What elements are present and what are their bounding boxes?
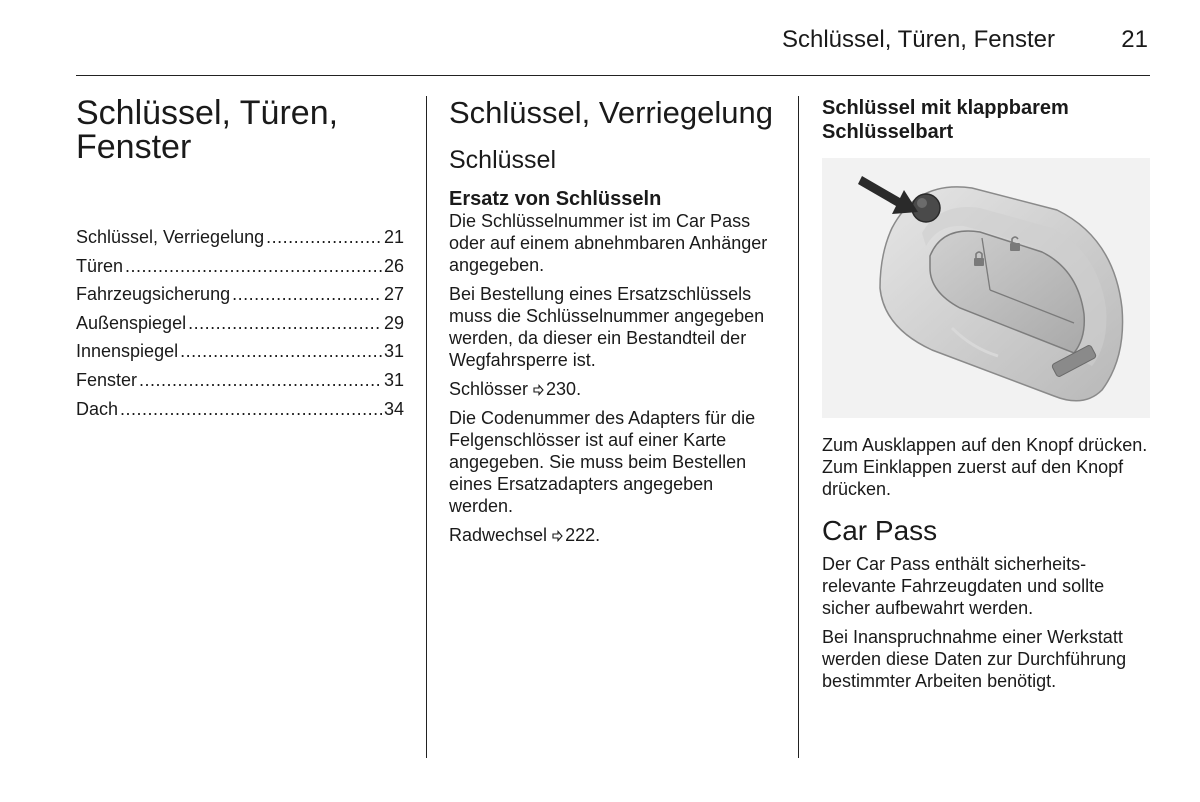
toc-entry-page: 26 xyxy=(383,255,404,276)
running-header-title: Schlüssel, Türen, Fenster xyxy=(781,26,1055,53)
table-of-contents xyxy=(76,223,404,423)
toc-entry[interactable] xyxy=(76,223,404,252)
cross-reference-text: Radwechsel xyxy=(449,525,548,545)
toc-entry-label: Dach xyxy=(76,398,119,419)
cross-reference-page: 222. xyxy=(565,525,601,545)
header-divider xyxy=(76,75,1150,76)
subsection-title: Schlüssel xyxy=(449,146,556,174)
toc-entry[interactable] xyxy=(76,252,404,281)
toc-leader-dots xyxy=(266,223,382,252)
chapter-title xyxy=(76,96,404,164)
paragraph: Bei Bestellung eines Ersatzschlüssels muss die Schlüsselnummer angegeben werden, da dieser ein Bestandteil der Wegfahrsperre ist. xyxy=(449,284,765,370)
column-divider xyxy=(426,96,427,758)
toc-entry[interactable] xyxy=(76,280,404,309)
car-pass-title: Car Pass xyxy=(822,515,938,546)
toc-entry[interactable] xyxy=(76,309,404,338)
toc-entry[interactable] xyxy=(76,337,404,366)
chapter-column xyxy=(76,96,404,423)
figure-caption: Zum Ausklappen auf den Knopf drücken. Zum Einklappen zuerst auf den Knopf drücken. xyxy=(822,435,1148,499)
page-reference-arrow-icon xyxy=(532,384,544,396)
key-fob-drawing xyxy=(822,158,1150,418)
folding-key-heading-line-2: Schlüsselbart xyxy=(822,121,954,143)
paragraph: Die Schlüsselnummer ist im Car Pass oder auf einem abnehmbaren Anhänger angegeben. xyxy=(449,211,768,275)
toc-entry-label: Schlüssel, Verriegelung xyxy=(76,227,265,247)
toc-entry[interactable] xyxy=(76,366,404,395)
toc-leader-dots xyxy=(180,337,382,366)
toc-leader-dots xyxy=(139,366,382,395)
cross-reference[interactable] xyxy=(449,378,779,400)
chapter-title-line-1: Schlüssel, Türen, xyxy=(76,94,339,132)
toc-entry-page: 27 xyxy=(383,284,404,305)
folding-key-illustration xyxy=(822,158,1150,418)
cross-reference[interactable] xyxy=(449,524,779,546)
paragraph: Die Codenummer des Adapters für die Felgenschlösser ist auf einer Karte angegeben. Sie muss beim Bestellen eines Ersatzadapters angegeben werden. xyxy=(449,408,756,516)
toc-entry-label: Fahrzeugsicherung xyxy=(76,284,231,305)
toc-leader-dots xyxy=(120,395,382,424)
toc-entry[interactable] xyxy=(76,395,404,424)
toc-leader-dots xyxy=(125,252,382,281)
toc-entry-label: Türen xyxy=(76,255,124,276)
toc-entry-label: Außenspiegel xyxy=(76,312,187,333)
toc-entry-label: Innenspiegel xyxy=(76,341,179,362)
section-title: Schlüssel, Verriegelung xyxy=(449,95,773,130)
page-number: 21 xyxy=(1121,26,1148,53)
cross-reference-text: Schlösser xyxy=(449,379,529,399)
folding-key-heading-line-1: Schlüssel mit klappbarem xyxy=(822,97,1069,119)
toc-entry-page: 34 xyxy=(383,398,404,419)
page-reference-arrow-icon xyxy=(551,530,563,542)
pointer-arrow-icon xyxy=(858,176,918,214)
keys-column xyxy=(449,96,779,546)
toc-leader-dots xyxy=(232,280,382,309)
paragraph: Der Car Pass enthält sicherheitsrelevante Fahrzeugdaten und sollte sicher aufbewahrt werden. xyxy=(822,554,1105,618)
column-divider xyxy=(798,96,799,758)
toc-entry-page: 31 xyxy=(383,341,404,362)
toc-leader-dots xyxy=(188,309,382,338)
release-button xyxy=(912,194,940,222)
folding-key-column xyxy=(822,96,1150,692)
toc-entry-page: 31 xyxy=(383,369,404,390)
folding-key-heading xyxy=(822,96,1150,144)
toc-entry-label: Fenster xyxy=(76,369,138,390)
toc-entry-page: 21 xyxy=(383,227,404,247)
chapter-title-line-2: Fenster xyxy=(76,128,192,166)
toc-entry-page: 29 xyxy=(383,312,404,333)
replacement-keys-heading: Ersatz von Schlüsseln xyxy=(449,188,662,210)
cross-reference-page: 230. xyxy=(546,379,582,399)
paragraph: Bei Inanspruchnahme einer Werkstatt werden diese Daten zur Durchführung bestimmter Arbeiten benötigt. xyxy=(822,627,1127,691)
